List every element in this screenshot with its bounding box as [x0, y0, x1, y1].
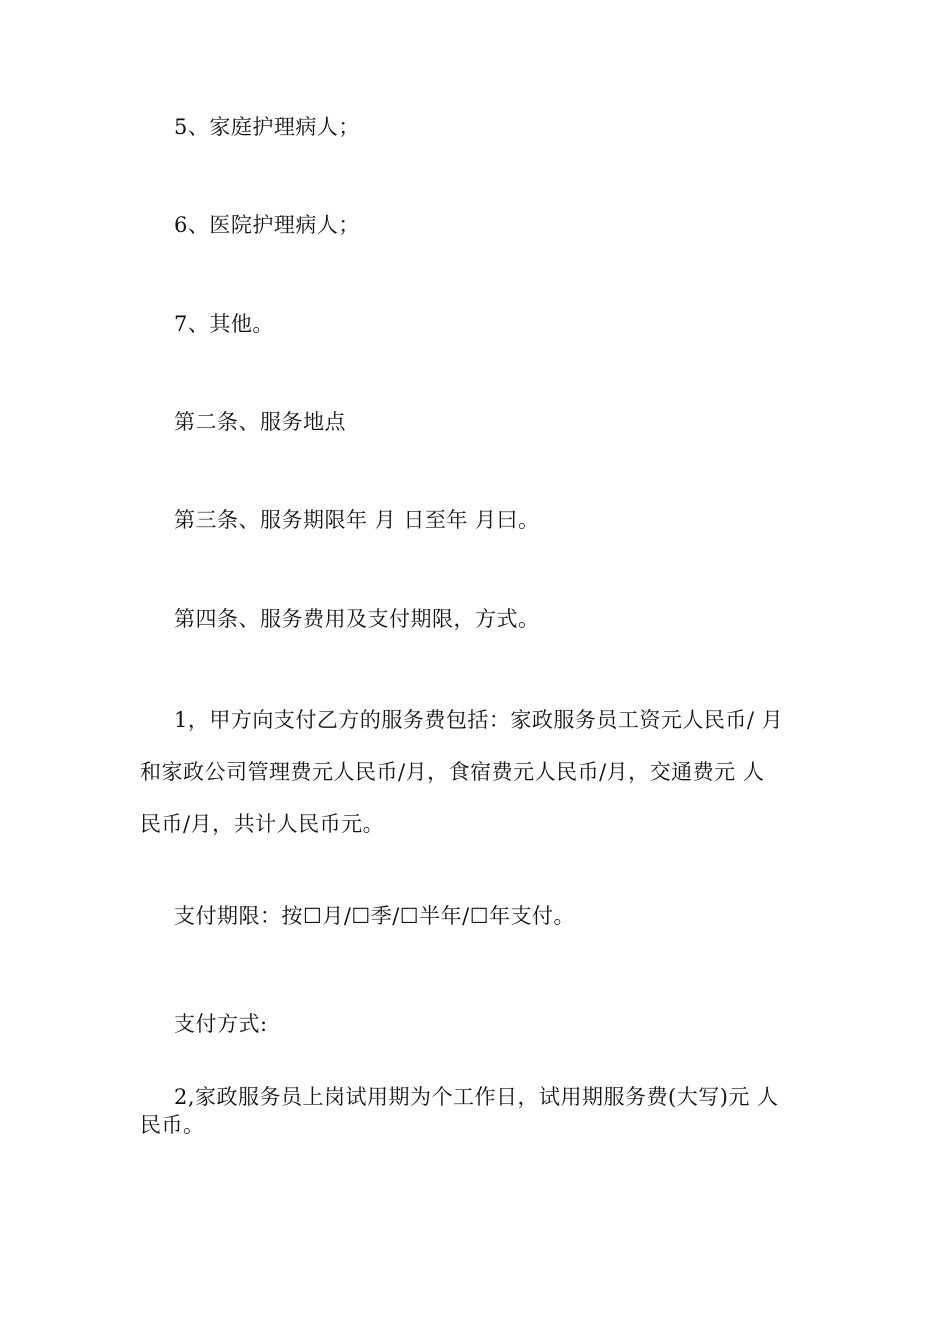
- trial-paragraph-line-1: 2,家政服务员上岗试用期为个工作日，试用期服务费(大写)元 人: [174, 1085, 779, 1109]
- payment-method: 支付方式:: [174, 1012, 268, 1036]
- article-4-fees-and-payment: 第四条、服务费用及支付期限，方式。: [174, 607, 540, 631]
- fee-paragraph-line-1: 1，甲方向支付乙方的服务费包括：家政服务员工资元人民币/ 月: [174, 708, 784, 732]
- article-3-service-term: 第三条、服务期限年 月 日至年 月曰。: [174, 508, 540, 532]
- fee-paragraph-line-3: 民币/月，共计人民币元。: [140, 812, 385, 836]
- item-5-home-care: 5、家庭护理病人；: [174, 115, 360, 139]
- trial-paragraph-line-2: 民币。: [140, 1113, 205, 1137]
- trial-period-paragraph: [140, 1083, 830, 1139]
- item-7-other: 7、其他。: [174, 312, 274, 336]
- item-6-hospital-care: 6、医院护理病人；: [174, 213, 360, 237]
- payment-period: 支付期限：按☐月/☐季/☐半年/☐年支付。: [174, 904, 576, 928]
- fee-paragraph-line-2: 和家政公司管理费元人民币/月，食宿费元人民币/月，交通费元 人: [140, 760, 765, 784]
- fee-paragraph: [140, 694, 830, 850]
- article-2-service-location: 第二条、服务地点: [174, 410, 346, 434]
